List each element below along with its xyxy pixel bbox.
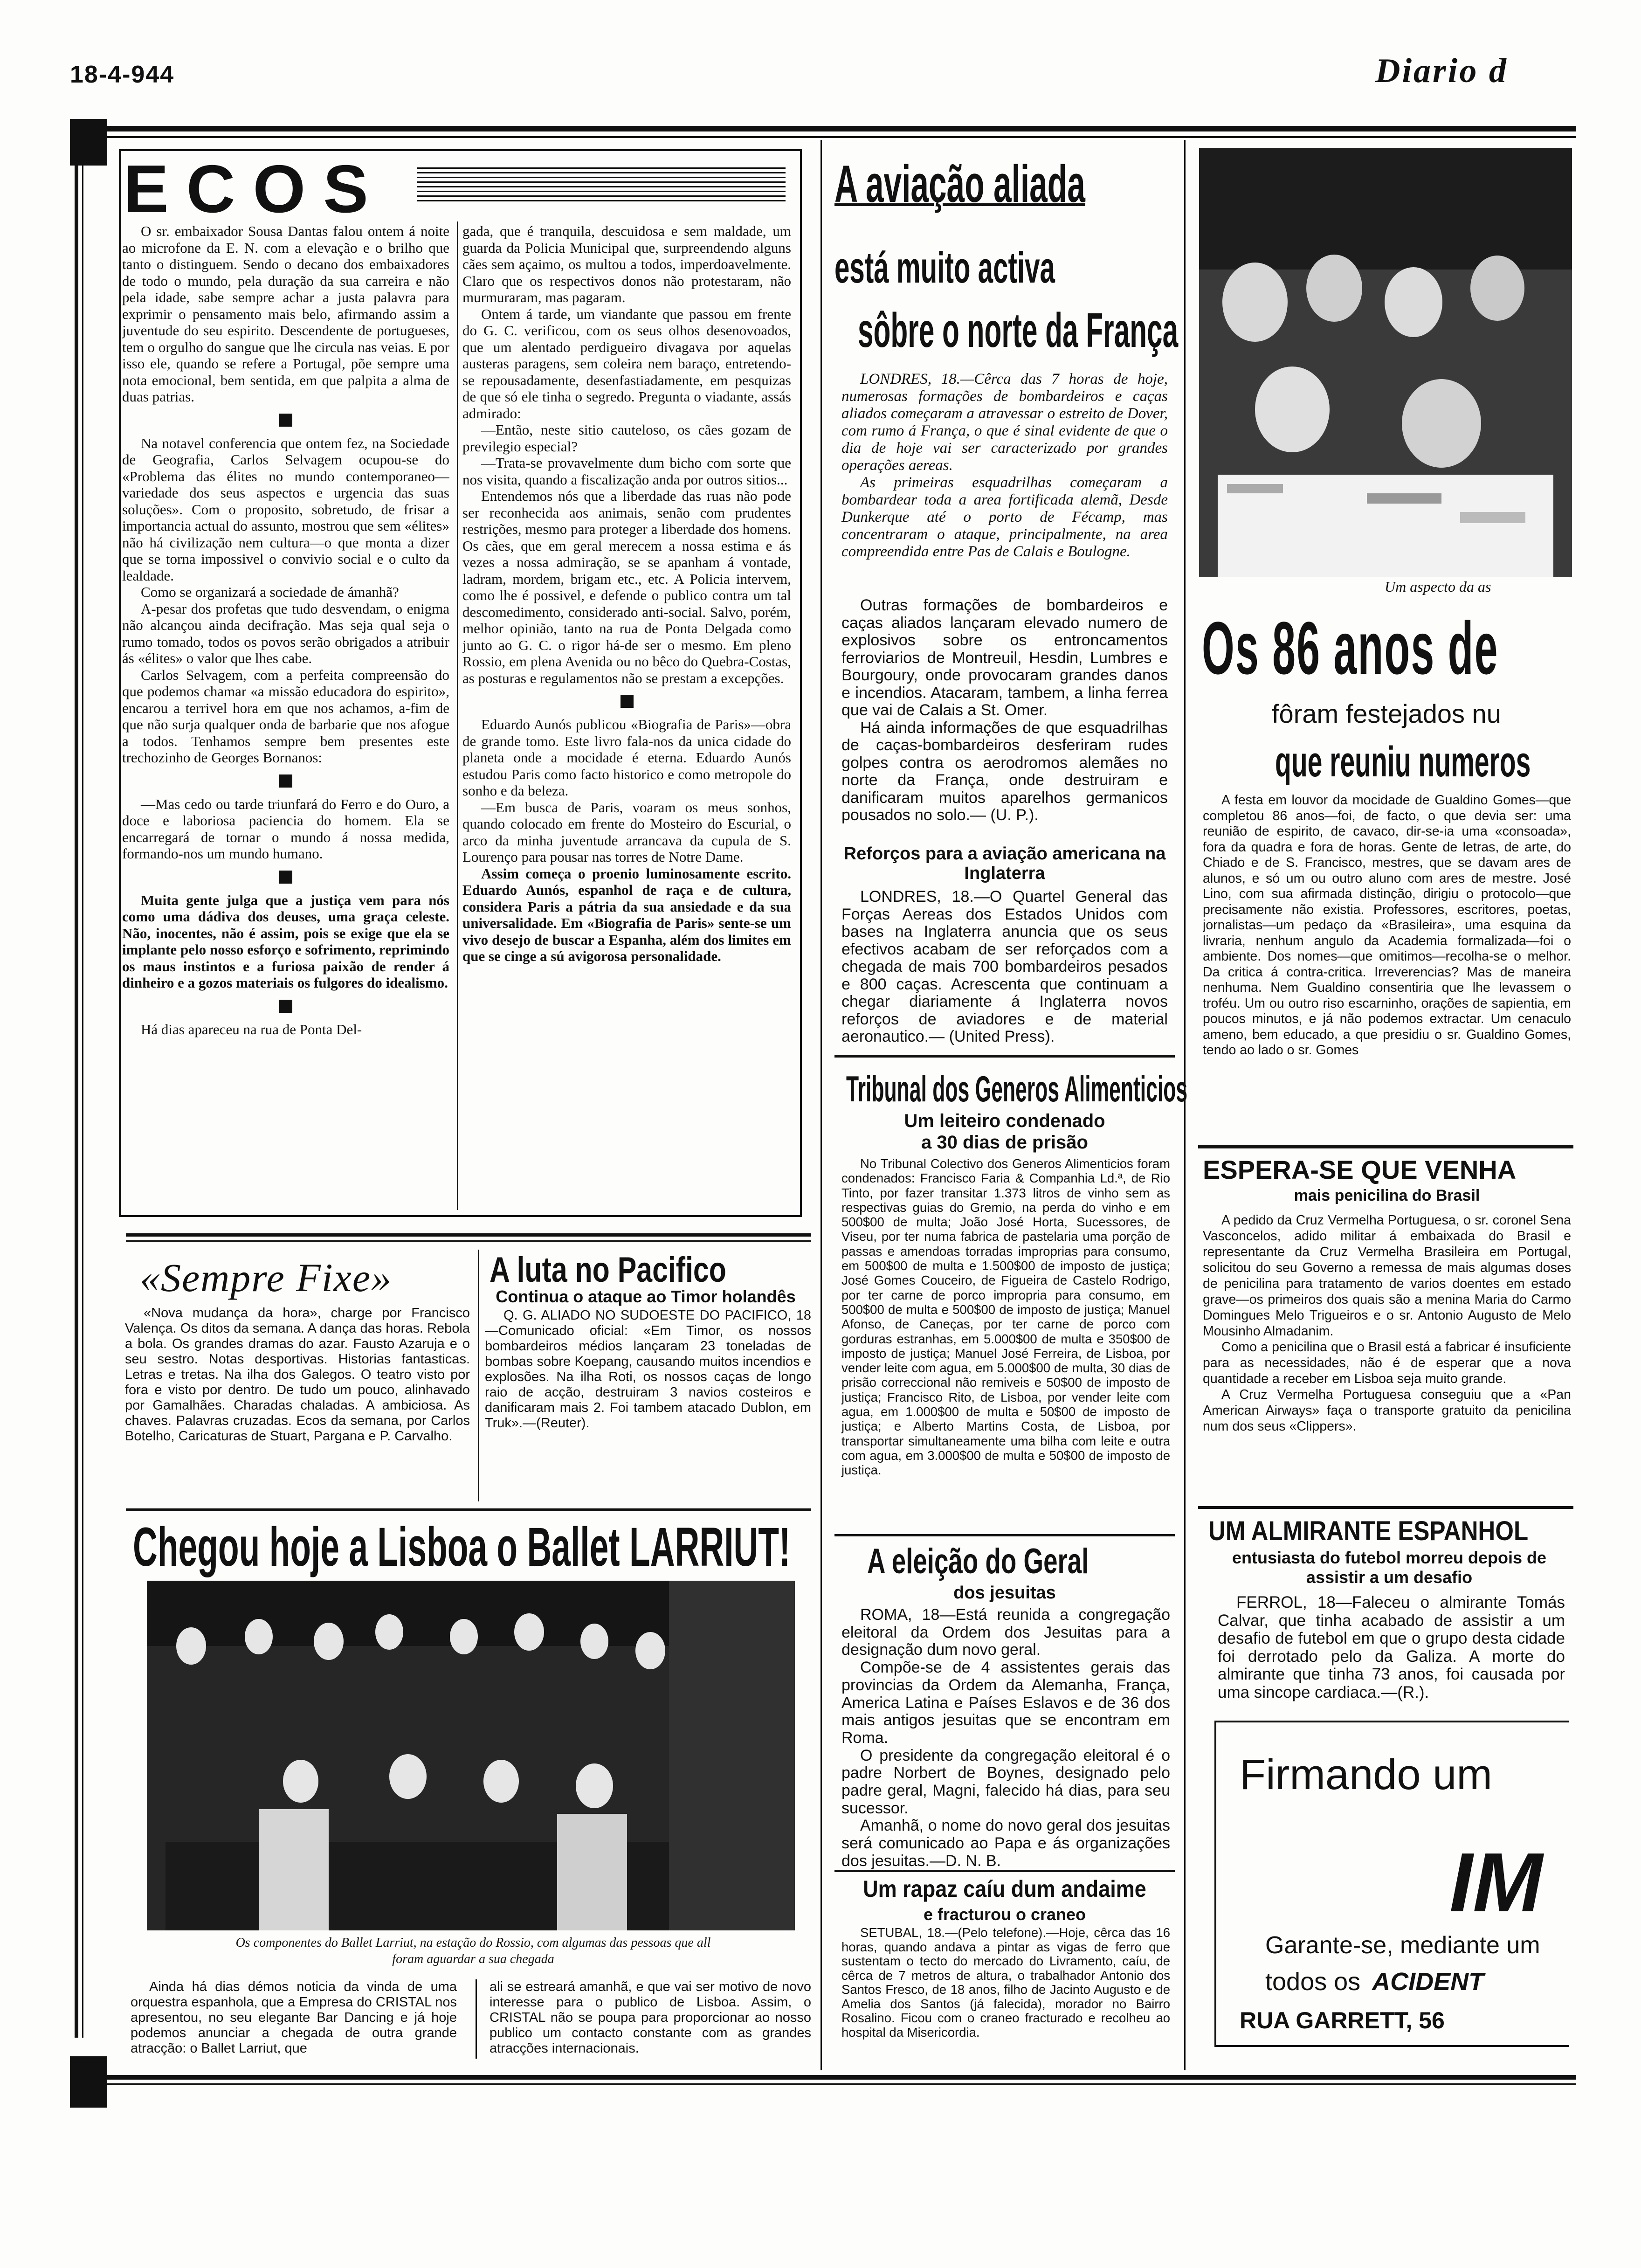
section-rule [834, 1534, 1175, 1536]
ecos-paragraph: gada, que é tranquila, descuidosa e sem maldade, um guarda da Policia Municipal que, surpreendendo alguns cães sem açaimo, os multou a todos, imperdoavelmente. Claro que os respectivos donos não protestaram, não murmuraram, mas pagaram. [462, 223, 791, 305]
separator-square [279, 774, 292, 788]
ecos-column-2 [462, 223, 791, 1214]
ecos-column-1 [122, 223, 449, 1214]
andaime-paragraph: SETUBAL, 18.—(Pelo telefone).—Hoje, cêrca das 16 horas, quando andava a pintar as vigas de ferro que sustentam o tecto do mercado do Livramento, caíu, de cêrca de 7 metros de altura, o trabalhador Antonio dos Santos Fresco, de 18 anos, filho de Jacinto Augusto e de Amelia dos Santos (já falecida), morador no Bairro Rosalino. Ficou com o craneo fracturado e recolheu ao hospital da Misericordia. [841, 1925, 1170, 2040]
penicilina-sub: mais penicilina do Brasil [1294, 1187, 1480, 1204]
pacifico-body [485, 1308, 811, 1431]
tribunal-sub-1: Um leiteiro condenado [904, 1111, 1105, 1131]
corner-block-top [70, 119, 107, 166]
almirante-paragraph: FERROL, 18—Faleceu o almirante Tomás Calvar, que tinha acabado de assistir a um desafio de futebol em que o grupo desta cidade foi derrotado pelo da Galiza. A morte do almirante que tinha 73 anos, foi causada por uma sincope cardiaca.—(R.). [1218, 1593, 1565, 1701]
ecos-paragraph: Ontem á tarde, um viandante que passou em frente do G. C. verificou, com os seus olhos desenovoados, que um alentado perdigueiro divagava por aquelas austeras paragens, sem coleira nem baraço, entretendo-se repousadamente, desenfastiadamente, em pesquizas de que só ele tinha o segredo. Pregunta o viadante, assás admirado: [462, 305, 791, 422]
section-rule [1198, 1145, 1573, 1148]
section-rule-thin [126, 1240, 811, 1242]
aviacao-lead-paragraph: LONDRES, 18.—Cêrca das 7 horas de hoje, numerosas formações de bombardeiros e caças aliados começaram a atravessar o estreito de Dover, com rumo á França, o que é sinal evidente de que o dia de hoje vai ser caracterizado por grandes operações aereas. [841, 371, 1168, 474]
bottom-rule-thin [70, 2083, 1576, 2085]
ad-line-2: Garante-se, mediante um [1265, 1932, 1540, 1959]
aviacao-lead [841, 371, 1168, 560]
aviacao-sub-paragraph: LONDRES, 18.—O Quartel General das Forças Aereas dos Estados Unidos com bases na Inglaterra anuncia que os seus efectivos acabam de ser reforçados com a chegada de mais 700 bombardeiros pesados e 800 caças. Acrescenta que continuam a chegar diariamente á Inglaterra novos reforços de aviadores e de material aeronautico.— (United Press). [841, 888, 1168, 1045]
ecos-paragraph: —Mas cedo ou tarde triunfará do Ferro e do Ouro, a doce e laboriosa paciencia do homem. Ela se encarregará de tornar o mundo á nossa medida, formando-nos um mundo humano. [122, 795, 449, 862]
section-rule [126, 1508, 811, 1511]
ballet-photo-image [147, 1581, 795, 1930]
banquet-caption: Um aspecto da as [1385, 578, 1491, 595]
andaime-sub: e fracturou o craneo [923, 1905, 1086, 1924]
ecos-paragraph: Como se organizará a sociedade de ámanhã? [141, 584, 399, 600]
geral-body [841, 1606, 1170, 1870]
sempre-fixe-body [125, 1306, 470, 1444]
section-rule [1198, 1506, 1573, 1509]
penicilina-headline: ESPERA-SE QUE VENHA [1203, 1155, 1517, 1184]
sempre-fixe-title: «Sempre Fixe» [140, 1255, 392, 1300]
ecos-title: ECOS [124, 151, 386, 227]
aviacao-headline-3: sôbre o norte da França [858, 304, 1179, 358]
aviacao-headline-2: está muito activa [834, 243, 1055, 292]
geral-paragraph: O presidente da congregação eleitoral é o padre Norbert de Boynes, designado pelo padre geral, Magni, falecido há dias, para seu sucessor. [841, 1746, 1170, 1817]
pacifico-paragraph: Q. G. ALIADO NO SUDOESTE DO PACIFICO, 18—Comunicado oficial: «Em Timor, os nossos bombardeiros médios lançaram 23 toneladas de bombas sobre Koepang, causando muitos incendios e explosões. Na ilha Roti, os nossos caças de longo raio de acção, destruiram 3 navios costeiros e danificaram mais 2. Foi tambem atacado Dublon, em Truk».—(Reuter). [485, 1308, 811, 1431]
geral-sub: dos jesuitas [953, 1583, 1056, 1603]
ecos-paragraph: —Trata-se provavelmente dum bicho com sorte que nos visita, quando a fiscalização anda por outros sitios... [462, 455, 791, 488]
penicilina-body [1203, 1212, 1571, 1434]
ecos-paragraph: A-pesar dos profetas que tudo desvendam, o enigma não alcançou ainda decifração. Mas seja qual seja o rumo tomado, todos os povos serão obrigados a atribuir ás «élites» o valor que lhes cabe. [122, 600, 449, 666]
ad-address: RUA GARRETT, 56 [1240, 2007, 1445, 2033]
ecos-paragraph: Entendemos nós que a liberdade das ruas não pode ser reconhecida aos animais, senão com prudentes restrições, mesmo para proteger a liberdade dos homens. Os cães, que em geral merecem a nossa estima e ás vezes a nossa admiração, se se apanham á vontade, ladram, mordem, brigam etc., etc. A Policia intervem, como lhe é possivel, e defende o publico contra um tal descomedimento, considerado anti-social. Salvo, porém, melhor opinião, tanto na rua de Ponta Delgada como junto ao G. C. o rigor há-de ser o mesmo. Em pleno Rossio, em plena Avenida ou no bêco do Quebra-Costas, as posturas e regulamentos não se prestam a excepções. [462, 488, 791, 686]
geral-paragraph: Amanhã, o nome do novo geral dos jesuitas será comunicado ao Papa e ás organizações dos jesuitas.—D. N. B. [841, 1817, 1170, 1870]
ecos-paragraph: O sr. embaixador Sousa Dantas falou ontem á noite ao microfone da E. N. com a elevação e o brilho que tanto o distinguem. Sendo o decano dos embaixadores de todo o mundo, pela duração da sua carreira e não pela idade, sabe sempre achar a justa palavra para exprimir o pensamento mais belo, afirmando assim a juventude do seu espirito. Descendente de portugueses, tem o orgulho do sangue que lhe circula nas veias. E por isso ele, quando se refere a Portugal, põe sempre uma nota emocional, bem sentida, em que palpita a alma de duas patrias. [122, 223, 449, 405]
separator-square [621, 695, 634, 708]
gualdino-sub-2: que reuniu numeros [1275, 738, 1531, 786]
ballet-caption-1: Os componentes do Ballet Larriut, na estação do Rossio, com algumas das pessoas que all [235, 1936, 711, 1950]
separator-square [279, 871, 292, 884]
aviacao-headline-1: A aviação aliada [834, 155, 1085, 213]
section-rule [126, 1233, 811, 1237]
page-date: 18-4-944 [70, 61, 175, 88]
ecos-column-rule [457, 221, 458, 1210]
separator-square [279, 1000, 292, 1013]
geral-paragraph: Compõe-se de 4 assistentes gerais das provincias da Ordem da Alemanha, França, America Latina e Países Eslavos e de 36 dos mais antigos jesuitas que se encontram em Roma. [841, 1659, 1170, 1747]
gualdino-sub-1: fôram festejados nu [1272, 699, 1501, 728]
banquet-photo [1199, 148, 1572, 577]
gualdino-paragraph: A festa em louvor da mocidade de Gualdino Gomes—que completou 86 anos—foi, de facto, o que devia ser: uma reunião de espirito, de cavaco, dir-se-ia uma «consoada», fora da quadra e fora de horas. Gente de letras, de arte, do Chiado e de S. Francisco, mestres, que se davam ares de alunos, e só um ou outro aluno com ares de mestre. José Lino, com sua afirmada distinção, dirigiu o protocolo—que precisamente não existia. Professores, escritores, poetas, jornalistas—um pedaço da «Brasileira», uma esquina da livraria, nenhum angulo da Academia formalizada—foi o ambiente. Dos nomes—que omitimos—recolha-se o melhor. Da critica á contra-critica. Irreverencias? Mas de maneira nenhuma. Nem Gualdino consentiria que lhe levassem o troféu. Um ou outro riso escarninho, orações de sapientia, em poucos minutos, e já não podemos extractar. Um cenaculo ameno, bem educado, a que presidiu o sr. Gualdino Gomes, tendo ao lado o sr. Gomes [1203, 793, 1571, 1058]
ecos-paragraph: Na notavel conferencia que ontem fez, na Sociedade de Geografia, Carlos Selvagem ocupou-se do «Problema das élites no mundo contemporaneo—variedade dos seus aspectos e urgencia das suas soluções». Com o proposito, sobretudo, de frisar a importancia actual do assunto, mostrou que sem «élites» não há civilização nem cultura—o que monta a dizer que se torna impossivel o convivio social e o culto da lealdade. [122, 435, 449, 584]
ad-line-3 [1265, 1967, 1484, 1996]
aviacao-body [841, 597, 1168, 824]
penicilina-paragraph: A pedido da Cruz Vermelha Portuguesa, o sr. coronel Sena Vasconcelos, adido militar á embaixada do Brasil e representante da Cruz Vermelha Brasileira em Portugal, solicitou do seu Governo a remessa de mais algumas doses de penicilina para tratamento de varios doentes em estado grave—os primeiros dos quais são a menina Maria do Carmo Domingues Melo Trigueiros e o sr. Antonio Augusto de Melo Mousinho Almadanim. [1203, 1213, 1571, 1339]
andaime-body [841, 1926, 1170, 2040]
ecos-title-hatch [417, 164, 786, 201]
ad-line-1: Firmando um [1240, 1751, 1492, 1798]
ecos-paragraph: Carlos Selvagem, com a perfeita compreensão do que podemos chamar «a missão educadora do espirito», encarou a terrivel hora em que nos achamos, a-fim de que não surja qualquer onda de barbarie que nos afogue a todos. Tenhamos sempre bem presentes este trechozinho de Georges Bornanos: [122, 666, 449, 766]
tribunal-sub-2: a 30 dias de prisão [921, 1132, 1088, 1153]
aviacao-subhead: Reforços para a aviação americana na Inglaterra [843, 844, 1166, 883]
ballet-paragraph: Ainda há dias démos noticia da vinda de uma orquestra espanhola, que a Empresa do CRISTAL nos apresentou, no seu elegante Bar Dancing e já hoje podemos anunciar a chegada de outra grande atracção: o Ballet Larriut, que [131, 1979, 457, 2056]
geral-paragraph: ROMA, 18—Está reunida a congregação eleitoral da Ordem dos Jesuitas para a designação dum novo geral. [841, 1606, 1170, 1659]
ballet-headline: Chegou hoje a Lisboa o Ballet LARRIUT! [133, 1516, 791, 1578]
tribunal-headline: Tribunal dos Generos Alimenticios [846, 1068, 1188, 1109]
tribunal-paragraph: No Tribunal Colectivo dos Generos Alimenticios foram condenados: Francisco Faria & Companhia Ld.ª, de Rio Tinto, por fazer transitar 1.373 litros de vinho sem as respectivas guias do Gremio, na perda do vinho e em 500$00 de multa; João José Horta, Sucessores, de Viseu, por ter numa fabrica de pastelaria uma porção de passas e amendoas torradas improprias para consumo, em 500$00 de multa e 1.500$00 de imposto de justiça; José Gomes Couceiro, de Figueira de Castelo Rodrigo, por ter carne de porco impropria para consumo, em 500$00 de multa e 500$00 de imposto de justiça; Manuel Afonso, de Caneças, por ter carne de porco com gorduras estranhas, em 5.000$00 de multa e 350$00 de imposto de justiça; Manuel José Ferreira, de Lisboa, por vender leite com agua, em 5.000$00 de multa, 30 dias de prisão correccional não remiveis e 50$00 de imposto de justiça; Francisco Rito, de Lisboa, por vender leite com agua, em 1.000$00 de multa e 50$00 de imposto de justiça; e Alberto Martins Costa, de Lisboa, por transportar simultaneamente uma bilha com leite e outra com agua, em 3.000$00 de multa e 50$00 de imposto de justiça. [841, 1156, 1170, 1478]
left-border-inner [82, 163, 83, 2038]
aviacao-sub-body [841, 888, 1168, 1046]
ad-logo: IM [1449, 1836, 1543, 1929]
almirante-headline: UM ALMIRANTE ESPANHOL [1208, 1516, 1529, 1546]
ad-line-3-bold: ACIDENT [1372, 1968, 1484, 1996]
pacifico-sub: Continua o ataque ao Timor holandês [496, 1287, 796, 1306]
penicilina-paragraph: A Cruz Vermelha Portuguesa conseguiu que a «Pan American Airways» faça o transporte gratuito da penicilina num dos seus «Clippers». [1203, 1387, 1571, 1434]
pacifico-headline: A luta no Pacifico [490, 1250, 726, 1290]
ecos-paragraph: —Em busca de Paris, voaram os meus sonhos, quando colocado em frente do Mosteiro do Escurial, o arco da minha juventude arrancava da cupula de S. Lourenço para pousar nas torres de Notre Dame. [462, 799, 791, 865]
bottom-rule [70, 2075, 1576, 2080]
masthead: Diario d [1375, 52, 1508, 90]
aviacao-lead-paragraph: As primeiras esquadrilhas começaram a bombardear toda a area fortificada alemã, Desde Dunkerque até o porto de Fécamp, mas concentraram o ataque, principalmente, na area compreendida entre Pas de Calais e Boulogne. [841, 474, 1168, 560]
ecos-paragraph: —Então, neste sitio cauteloso, os cães gozam de previlegio especial? [462, 422, 791, 455]
corner-block-bottom [70, 2056, 107, 2108]
ecos-paragraph: Eduardo Aunós publicou «Biografia de Paris»—obra de grande tomo. Este livro fala-nos da unica cidade do planeta onde a mocidade é eterna. Eduardo Aunós estudou Paris como facto historico e como metropole do sonho e da beleza. [462, 716, 791, 799]
almirante-body [1218, 1594, 1565, 1701]
almirante-sub: entusiasta do futebol morreu depois de assistir a um desafio [1232, 1548, 1547, 1587]
section-rule [834, 1870, 1175, 1872]
ad-line-3-text: todos os [1265, 1968, 1361, 1996]
gualdino-headline: Os 86 anos de [1202, 606, 1499, 690]
ecos-paragraph: Há dias apareceu na rua de Ponta Del- [141, 1021, 362, 1037]
top-rule-thin [70, 136, 1576, 138]
ballet-paragraph: ali se estreará amanhã, e que vai ser motivo de novo interesse para o publico de Lisboa. Assim, o CRISTAL não se poupa para proporcionar ao nosso publico um contacto constante com as grandes atracções internacionais. [490, 1979, 811, 2056]
ballet-body-2 [490, 1979, 811, 2056]
aviacao-paragraph: Outras formações de bombardeiros e caças aliados lançaram elevado numero de explosivos sobre os entroncamentos ferroviarios de Montreuil, Hesdin, Lumbres e Bourgoury, onde provocaram grandes danos e incendios. Atacaram, tambem, a linha ferrea que vai de Calais a St. Omer. [841, 596, 1168, 719]
ballet-body-1 [131, 1979, 457, 2056]
top-rule [70, 126, 1576, 131]
insurance-ad [1214, 1721, 1569, 2047]
tribunal-body [841, 1156, 1170, 1478]
sempre-fixe-paragraph: «Nova mudança da hora», charge por Francisco Valença. Os ditos da semana. A dança das horas. Rebola a bola. Os grandes dramas do azar. Fausto Azaruja e o seu sestro. Notas desportivas. Historias fantasticas. Letras e tretas. Na ilha dos Galegos. O teatro visto por fora e visto por dentro. De tudo um pouco, alinhavado por Gamalhães. Charadas chaladas. A ambiciosa. As chaves. Palavras cruzadas. Ecos da semana, por Carlos Botelho, Caricaturas de Stuart, Pargana e P. Carvalho. [125, 1306, 470, 1444]
separator-square [279, 414, 292, 427]
penicilina-paragraph: Como a penicilina que o Brasil está a fabricar é insuficiente para as necessidades, não é de esperar que a nova quantidade a receber em Lisboa seja muito grande. [1203, 1340, 1571, 1386]
section-rule [834, 1055, 1175, 1058]
column-divider [476, 1979, 477, 2059]
ballet-photo [147, 1581, 795, 1930]
ecos-paragraph: Assim começa o proenio luminosamente escrito. Eduardo Aunós, espanhol de raça e de cultura, considera Paris a pátria da sua ansiedade e da sua universalidade. Em «Biografia de Paris» sente-se um vivo desejo de buscar a Espanha, além dos limites em que se cinge a sú avigorosa personalidade. [462, 865, 791, 964]
banquet-photo-image [1199, 148, 1572, 577]
column-divider [820, 140, 822, 2070]
column-divider [478, 1250, 479, 1501]
ecos-paragraph: Muita gente julga que a justiça vem para nós como uma dádiva dos deuses, uma graça celeste. Não, inocentes, não é assim, pois se exige que ela se implante pelo nosso esforço e sofrimento, reprimindo os maus instintos e a furiosa paixão de render á dinheiro e a gozos materiais os fulgores do idealismo. [122, 892, 449, 991]
ballet-caption-2: foram aguardar a sua chegada [392, 1952, 554, 1966]
gualdino-body [1203, 793, 1571, 1152]
aviacao-paragraph: Há ainda informações de que esquadrilhas de caças-bombardeiros desferiram rudes golpes contra os aerodromos alemães no norte da França, onde destruiram e danificaram muitos aparelhos germanicos pousados no solo.— (U. P.). [841, 719, 1168, 824]
andaime-headline: Um rapaz caíu dum andaime [863, 1876, 1146, 1902]
left-border [75, 163, 78, 2038]
geral-headline: A eleição do Geral [867, 1542, 1089, 1581]
